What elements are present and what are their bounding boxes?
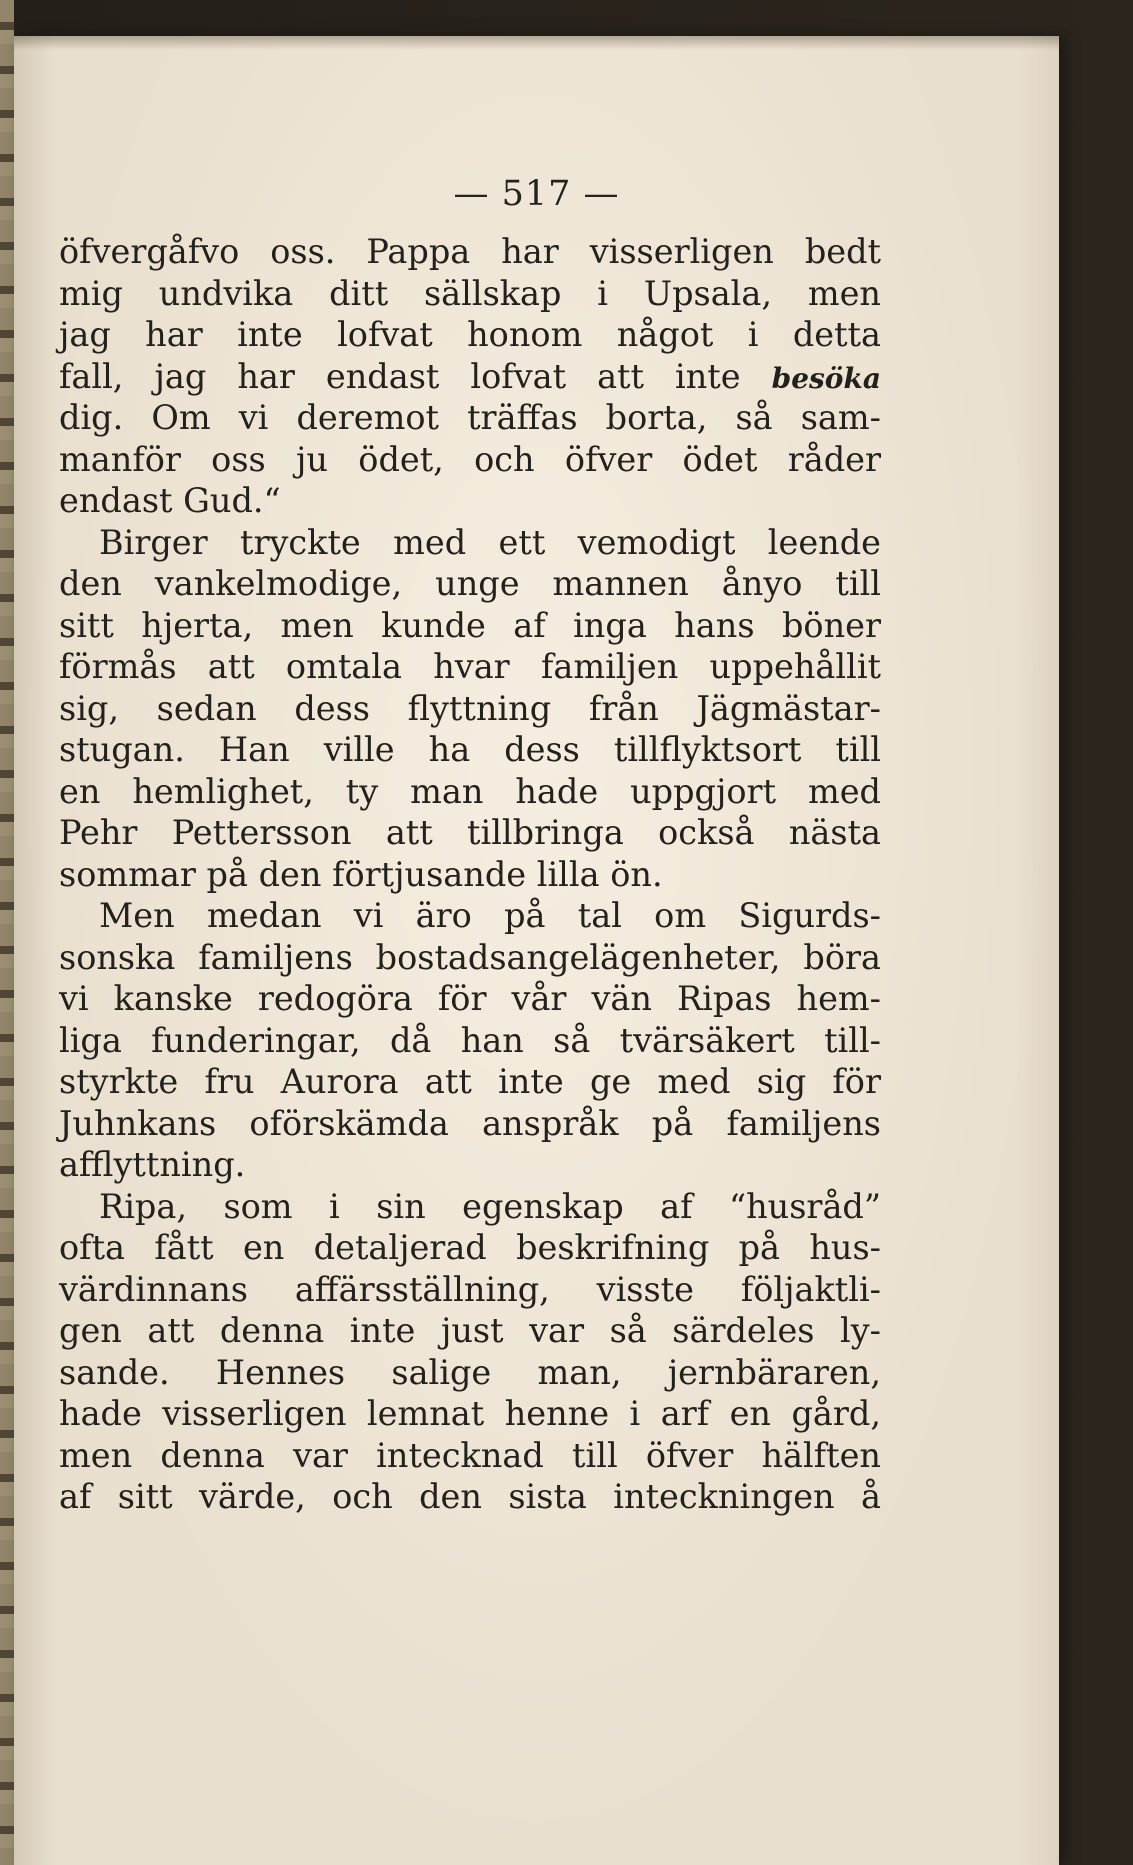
text-line: [59, 1476, 881, 1518]
text-line-content: dig. Om vi deremot träffas borta, så sam-: [59, 398, 881, 437]
text-line-content: stugan. Han ville ha dess tillflyktsort till: [59, 730, 881, 769]
text-line: [59, 729, 881, 771]
text-line: [59, 1144, 881, 1186]
adjacent-page-edge: [0, 0, 14, 1865]
text-line: [59, 605, 881, 647]
text-line: [59, 314, 881, 356]
text-line-content: en hemlighet, ty man hade uppgjort med: [59, 771, 881, 811]
text-line: [59, 1393, 881, 1435]
text-line-content: Men medan vi äro på tal om Sigurds-: [99, 896, 881, 935]
text-line: [59, 688, 881, 730]
text-line-content: Birger tryckte med ett vemodigt leende: [99, 522, 881, 562]
text-line: [59, 1020, 881, 1062]
text-line: [59, 1186, 881, 1228]
text-line: [59, 273, 881, 315]
text-line: [59, 231, 881, 273]
text-line: [59, 1352, 881, 1394]
text-line-content: Pehr Pettersson att tillbringa också nästa: [59, 813, 881, 852]
text-line-content: sitt hjerta, men kunde af inga hans böner: [59, 605, 881, 645]
text-line-content: Juhnkans oförskämda anspråk på familjens: [59, 1103, 881, 1143]
book-page: [14, 36, 1059, 1865]
text-line: [59, 771, 881, 813]
text-line: [59, 1061, 881, 1103]
text-line-content: manför oss ju ödet, och öfver ödet råder: [59, 439, 881, 479]
text-line: [59, 1435, 881, 1477]
page-number: — 517 —: [453, 174, 620, 214]
text-line: [59, 1103, 881, 1145]
text-line-content: sande. Hennes salige man, jernbäraren,: [59, 1352, 881, 1392]
emphasized-word: besöka: [771, 361, 881, 395]
text-line-content: värdinnans affärsställning, visste följaktli-: [59, 1269, 881, 1309]
text-line-content: afflyttning.: [59, 1145, 246, 1184]
text-line-content: liga funderingar, då han så tvärsäkert till-: [59, 1020, 881, 1060]
text-line-content: men denna var intecknad till öfver hälften: [59, 1435, 881, 1475]
text-line: [59, 522, 881, 564]
text-line-content: vi kanske redogöra för vår vän Ripas hem-: [59, 979, 881, 1018]
text-line-content: endast Gud.“: [59, 481, 281, 520]
text-line: [59, 1310, 881, 1352]
text-line-content: gen att denna inte just var så särdeles ly-: [59, 1311, 881, 1350]
text-line: [59, 978, 881, 1020]
text-line: [59, 646, 881, 688]
text-line-content: af sitt värde, och den sista inteckningen å: [59, 1477, 881, 1516]
text-line: [59, 1227, 881, 1269]
text-line-content: fall, jag har endast lofvat att inte: [59, 356, 741, 396]
text-line-content: den vankelmodige, unge mannen ånyo till: [59, 564, 881, 603]
text-line-content: jag har inte lofvat honom något i detta: [59, 315, 881, 354]
text-line: [59, 812, 881, 854]
text-line-content: hade visserligen lemnat henne i arf en gård,: [59, 1394, 881, 1433]
text-line-content: öfvergåfvo oss. Pappa har visserligen bedt: [59, 232, 881, 271]
text-line: [59, 439, 881, 481]
text-line-content: sonska familjens bostadsangelägenheter, böra: [59, 937, 881, 977]
text-line: [59, 563, 881, 605]
text-line: [59, 854, 881, 896]
text-line-content: styrkte fru Aurora att inte ge med sig för: [59, 1062, 881, 1101]
text-line-content: sommar på den förtjusande lilla ön.: [59, 854, 663, 894]
body-text: [59, 231, 881, 1518]
text-line: [59, 480, 881, 522]
text-line: [59, 356, 881, 398]
text-line-content: mig undvika ditt sällskap i Upsala, men: [59, 273, 881, 313]
text-line-content: förmås att omtala hvar familjen uppehållit: [59, 647, 881, 686]
text-line: [59, 895, 881, 937]
text-line: [59, 397, 881, 439]
text-line-content: sig, sedan dess flyttning från Jägmästar-: [59, 688, 881, 728]
text-line-content: Ripa, som i sin egenskap af “husråd”: [99, 1186, 881, 1226]
text-line: [59, 1269, 881, 1311]
text-line: [59, 937, 881, 979]
text-line-content: ofta fått en detaljerad beskrifning på hus-: [59, 1228, 881, 1267]
page-top-shadow: [14, 36, 1059, 50]
